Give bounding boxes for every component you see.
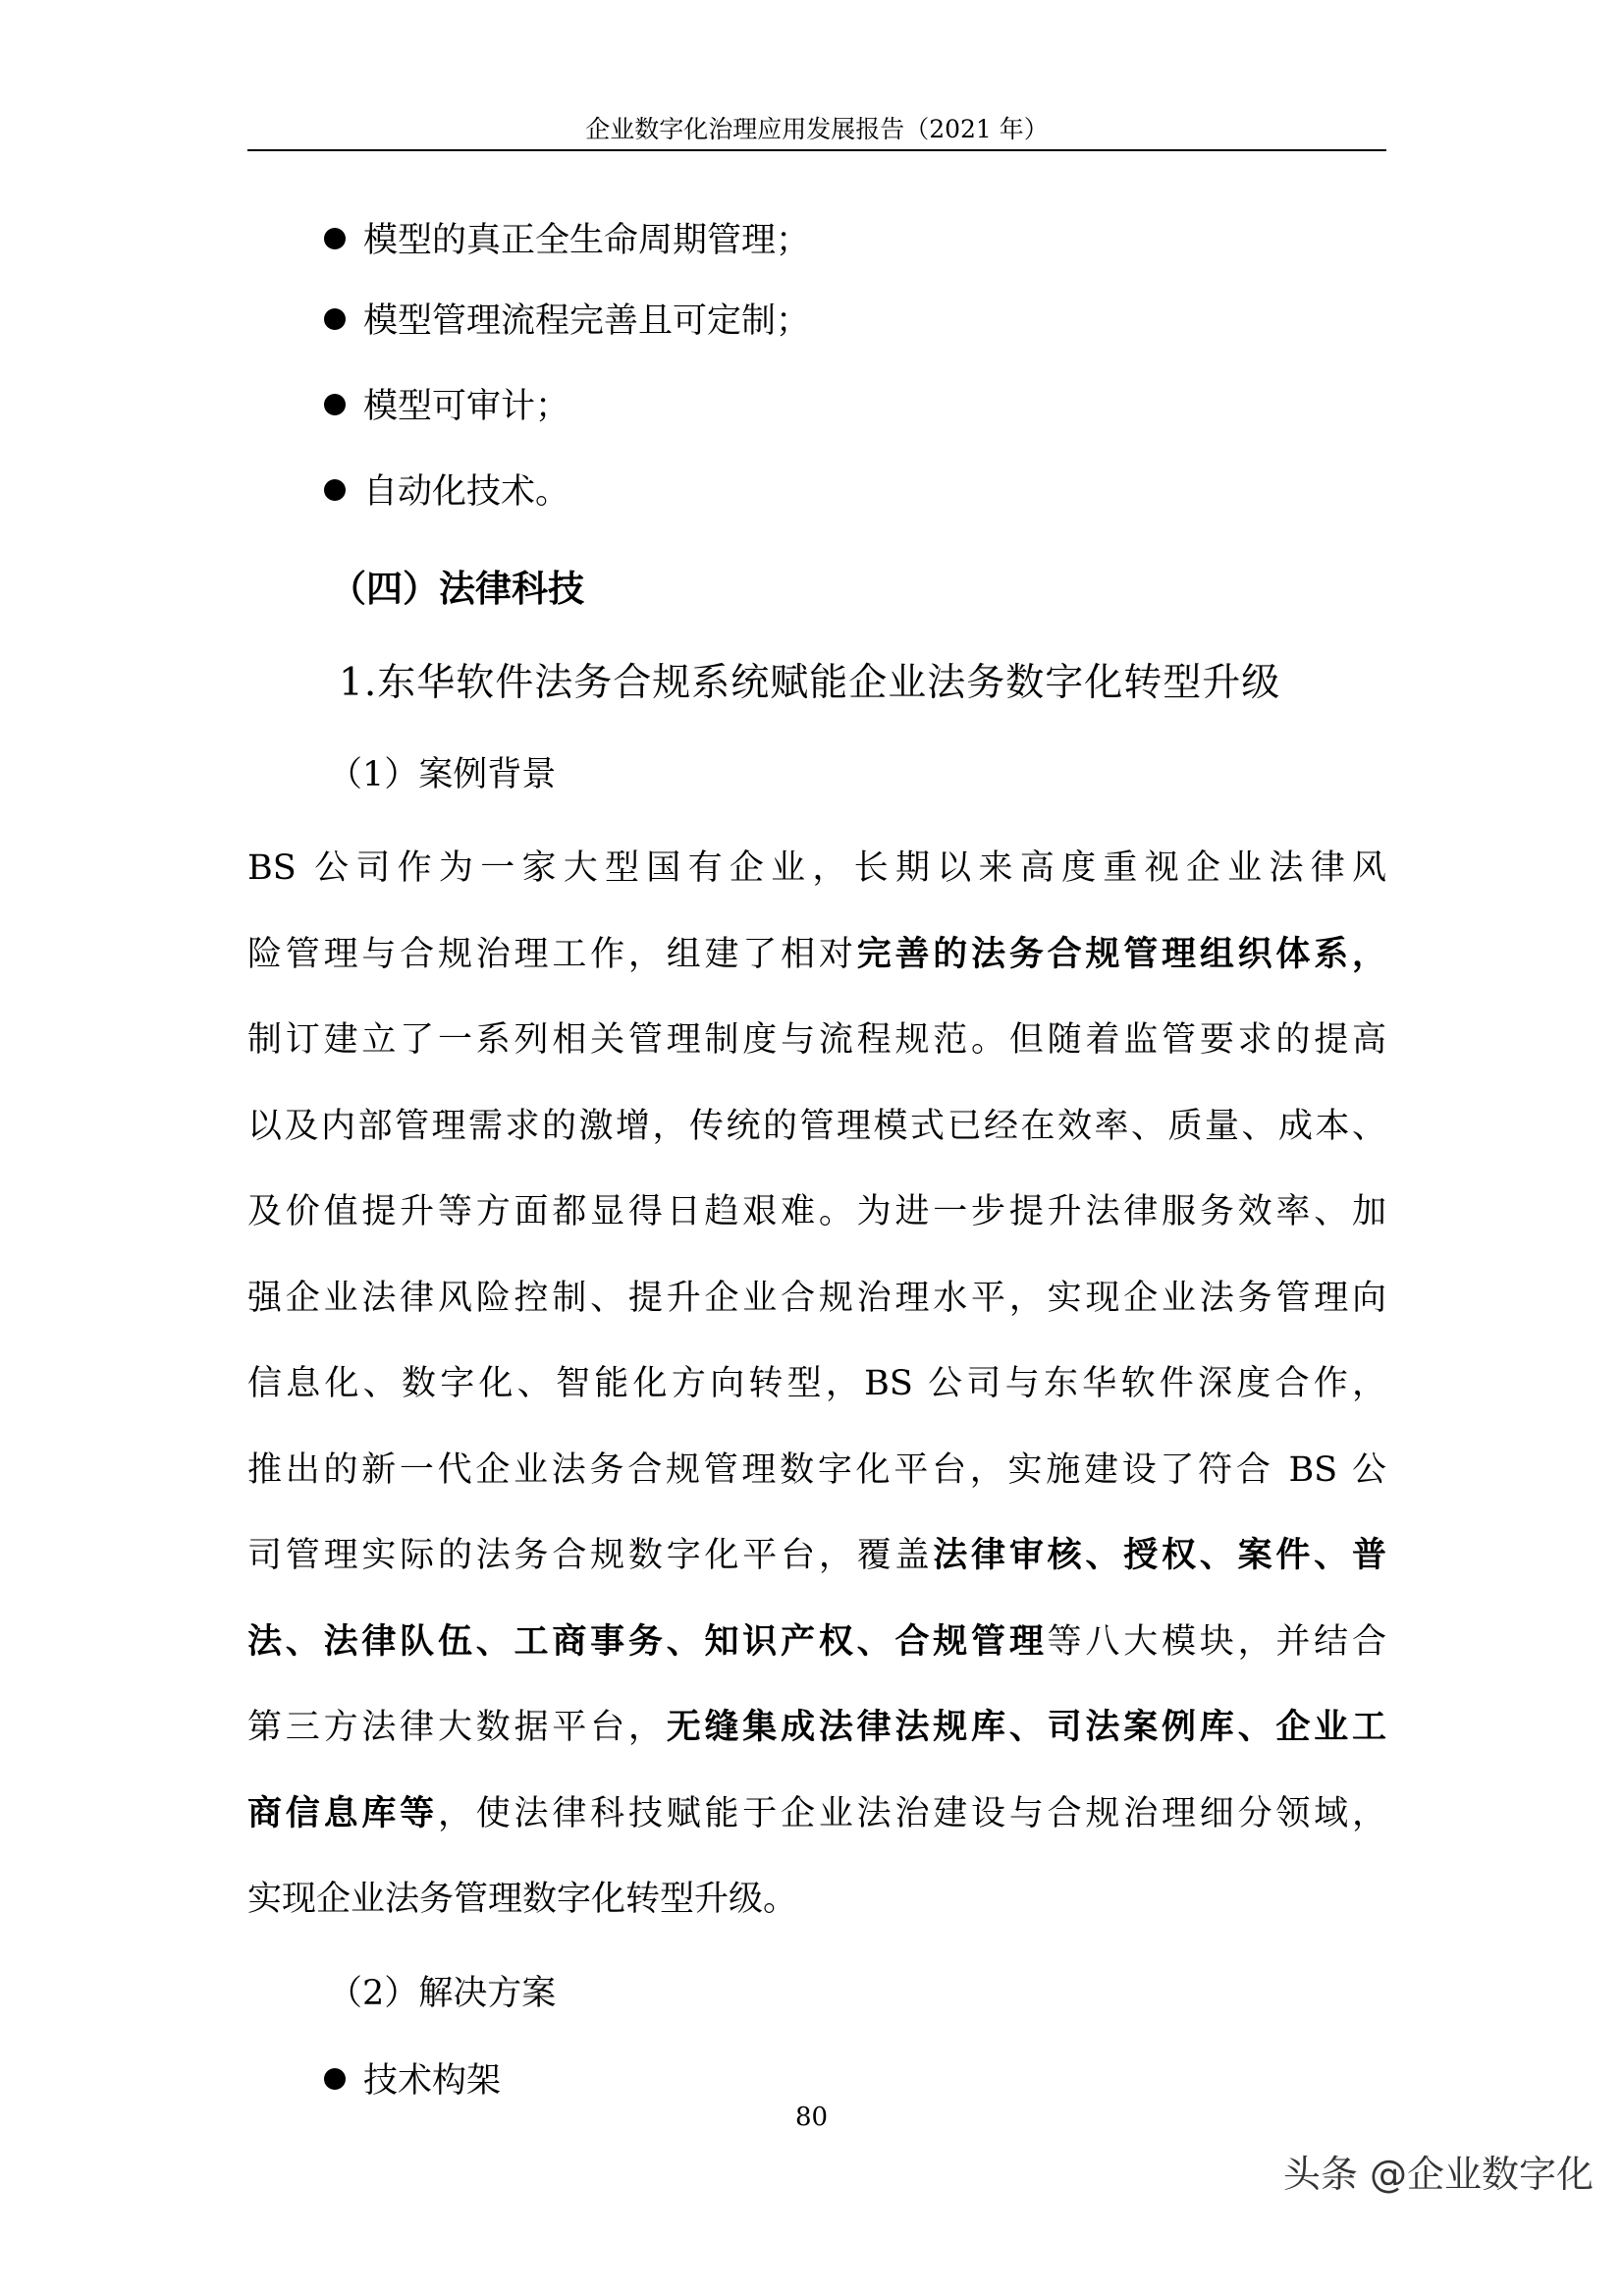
bullet-item — [324, 384, 569, 429]
paragraph-line — [247, 846, 1386, 891]
paragraph-text: 险管理与合规治理工作，组建了相对 — [247, 934, 857, 974]
paragraph-bold-text: 完善的法务合规管理组织体系， — [856, 934, 1386, 974]
paragraph-text: 实现企业法务管理数字化转型升级。 — [247, 1880, 798, 1919]
paragraph-text: 推出的新一代企业法务合规管理数字化平台，实施建设了符合 BS 公 — [247, 1449, 1386, 1490]
paragraph-line — [247, 1017, 1386, 1063]
bullet-text: 自动化技术。 — [363, 472, 570, 512]
paragraph-line — [247, 932, 1386, 977]
paragraph-text: 以及内部管理需求的激增，传统的管理模式已经在效率、质量、成本、 — [247, 1106, 1386, 1146]
paragraph-text: 第三方法律大数据平台， — [247, 1708, 667, 1747]
bullet-text: 模型可审计； — [363, 387, 570, 426]
case-background-heading: （1）案例背景 — [328, 755, 557, 794]
paragraph-line — [247, 1189, 1386, 1234]
subsection-heading: 1.东华软件法务合规系统赋能企业法务数字化转型升级 — [339, 661, 1281, 705]
page-number: 80 — [794, 2103, 829, 2132]
bullet-icon — [324, 2068, 346, 2090]
solution-heading: （2）解决方案 — [328, 1974, 557, 2013]
paragraph-line — [247, 1533, 1386, 1578]
bullet-icon — [324, 394, 346, 415]
paragraph-line — [247, 1791, 1386, 1836]
paragraph-text: 司管理实际的法务合规数字化平台，覆盖 — [247, 1536, 934, 1575]
header-rule — [247, 149, 1386, 151]
paragraph-bold-text: 法律审核、授权、案件、普 — [933, 1536, 1386, 1575]
bullet-text: 技术构架 — [363, 2061, 502, 2101]
bullet-item — [324, 469, 569, 515]
paragraph-line — [247, 1361, 1386, 1406]
paragraph-bold-text: 法、法律队伍、工商事务、知识产权、合规管理 — [247, 1621, 1048, 1662]
paragraph-bold-text: 商信息库等 — [247, 1793, 438, 1833]
paragraph-line — [247, 1619, 1386, 1665]
paragraph-text: 等八大模块，并结合 — [1047, 1621, 1386, 1662]
paragraph-line — [247, 1448, 1386, 1493]
bullet-text: 模型管理流程完善且可定制； — [363, 301, 811, 341]
bullet-text: 模型的真正全生命周期管理； — [363, 221, 811, 260]
paragraph-text: 及价值提升等方面都显得日趋艰难。为进一步提升法律服务效率、加 — [247, 1192, 1386, 1231]
bullet-icon — [324, 479, 346, 501]
bullet-icon — [324, 228, 346, 249]
paragraph-text: BS 公司作为一家大型国有企业，长期以来高度重视企业法律风 — [247, 848, 1386, 888]
paragraph-line — [247, 1877, 1386, 1922]
paragraph-text: 信息化、数字化、智能化方向转型，BS 公司与东华软件深度合作， — [247, 1364, 1386, 1403]
paragraph-text: ，使法律科技赋能于企业法治建设与合规治理细分领域， — [437, 1793, 1386, 1833]
paragraph-line — [247, 1104, 1386, 1149]
section-heading: （四）法律科技 — [330, 568, 584, 610]
bullet-icon — [324, 308, 346, 330]
paragraph-line — [247, 1276, 1386, 1321]
paragraph-line — [247, 1705, 1386, 1750]
paragraph-text: 强企业法律风险控制、提升企业合规治理水平，实现企业法务管理向 — [247, 1278, 1386, 1318]
bullet-item — [324, 2058, 501, 2104]
watermark: 头条 @企业数字化 — [1282, 2153, 1594, 2196]
bullet-item — [324, 218, 810, 263]
paragraph-text: 制订建立了一系列相关管理制度与流程规范。但随着监管要求的提高 — [247, 1020, 1386, 1060]
running-header: 企业数字化治理应用发展报告（2021 年） — [585, 115, 1049, 143]
bullet-item — [324, 299, 810, 344]
paragraph-bold-text: 无缝集成法律法规库、司法案例库、企业工 — [666, 1708, 1386, 1747]
